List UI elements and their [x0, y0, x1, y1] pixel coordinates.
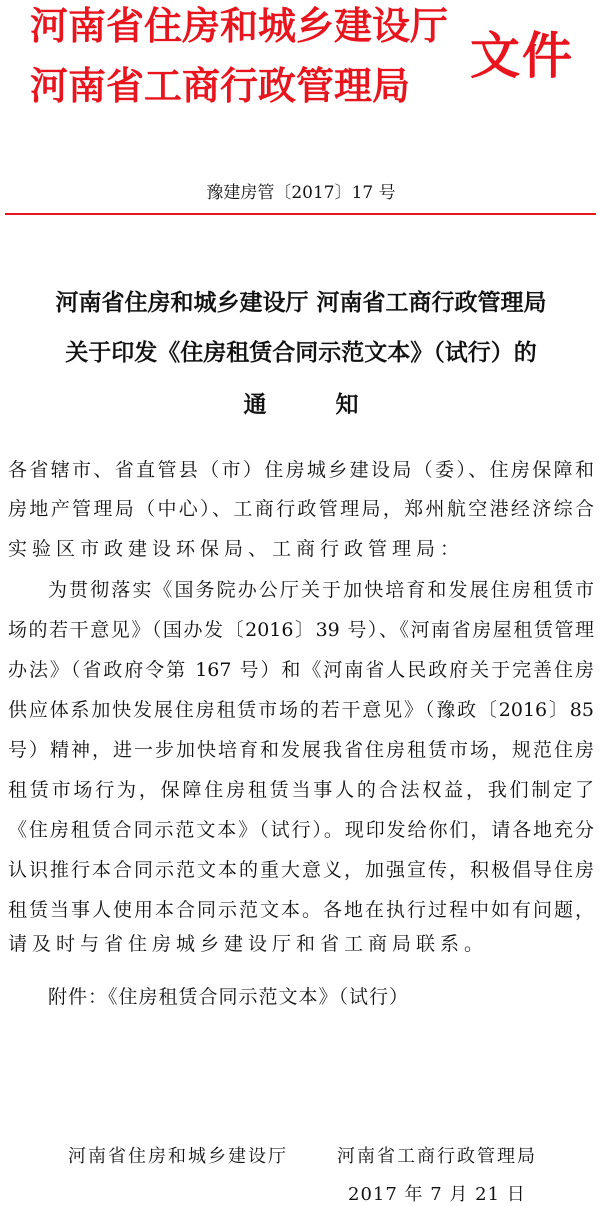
paragraph-line: 请及时与省住房城乡建设厅和省工商局联系。: [8, 933, 489, 955]
title-line-2: 关于印发《住房租赁合同示范文本》（试行）的: [65, 339, 537, 366]
paragraph-line: 场的若干意见》（国办发〔2016〕39 号）、《河南省房屋租赁管理: [8, 619, 594, 641]
paragraph-line: 《住房租赁合同示范文本》（试行）。现印发给你们，请各地充分: [8, 819, 594, 841]
addressee-line: 各省辖市、省直管县（市）住房城乡建设局（委）、住房保障和: [8, 459, 594, 481]
issuing-org-line-2: 河南省工商行政管理局: [30, 63, 411, 108]
addressee-line: 实验区市政建设环保局、工商行政管理局：: [8, 538, 465, 560]
issuing-org-line-1: 河南省住房和城乡建设厅: [30, 3, 449, 48]
red-divider: [5, 213, 596, 215]
attachment-note: 附件：《住房租赁合同示范文本》（试行）: [48, 986, 410, 1008]
paragraph-line: 办法》（省政府令第 167 号）和《河南省人民政府关于完善住房: [8, 659, 594, 681]
signature-org-1: 河南省住房和城乡建设厅: [68, 1146, 288, 1167]
title-line-1: 河南省住房和城乡建设厅 河南省工商行政管理局: [55, 289, 547, 316]
signature-date: 2017 年 7 月 21 日: [348, 1184, 526, 1205]
document-number: 豫建房管〔2017〕17 号: [206, 183, 396, 203]
paragraph-line: 号）精神，进一步加快培育和发展我省住房租赁市场，规范住房: [8, 739, 594, 761]
title-line-3: 通 知: [243, 391, 359, 418]
paragraph-line: 租赁市场行为，保障住房租赁当事人的合法权益，我们制定了: [8, 779, 594, 801]
paragraph-line: 为贯彻落实《国务院办公厅关于加快培育和发展住房租赁市: [48, 579, 594, 601]
paragraph-line: 供应体系加快发展住房租赁市场的若干意见》（豫政〔2016〕85: [8, 699, 594, 721]
paragraph-line: 认识推行本合同示范文本的重大意义，加强宣传，积极倡导住房: [8, 859, 594, 881]
addressee-line: 房地产管理局（中心）、工商行政管理局，郑州航空港经济综合: [8, 498, 594, 520]
paragraph-line: 租赁当事人使用本合同示范文本。各地在执行过程中如有问题，: [8, 899, 594, 921]
document-type-label: 文件: [470, 26, 574, 85]
signature-org-2: 河南省工商行政管理局: [337, 1146, 537, 1167]
